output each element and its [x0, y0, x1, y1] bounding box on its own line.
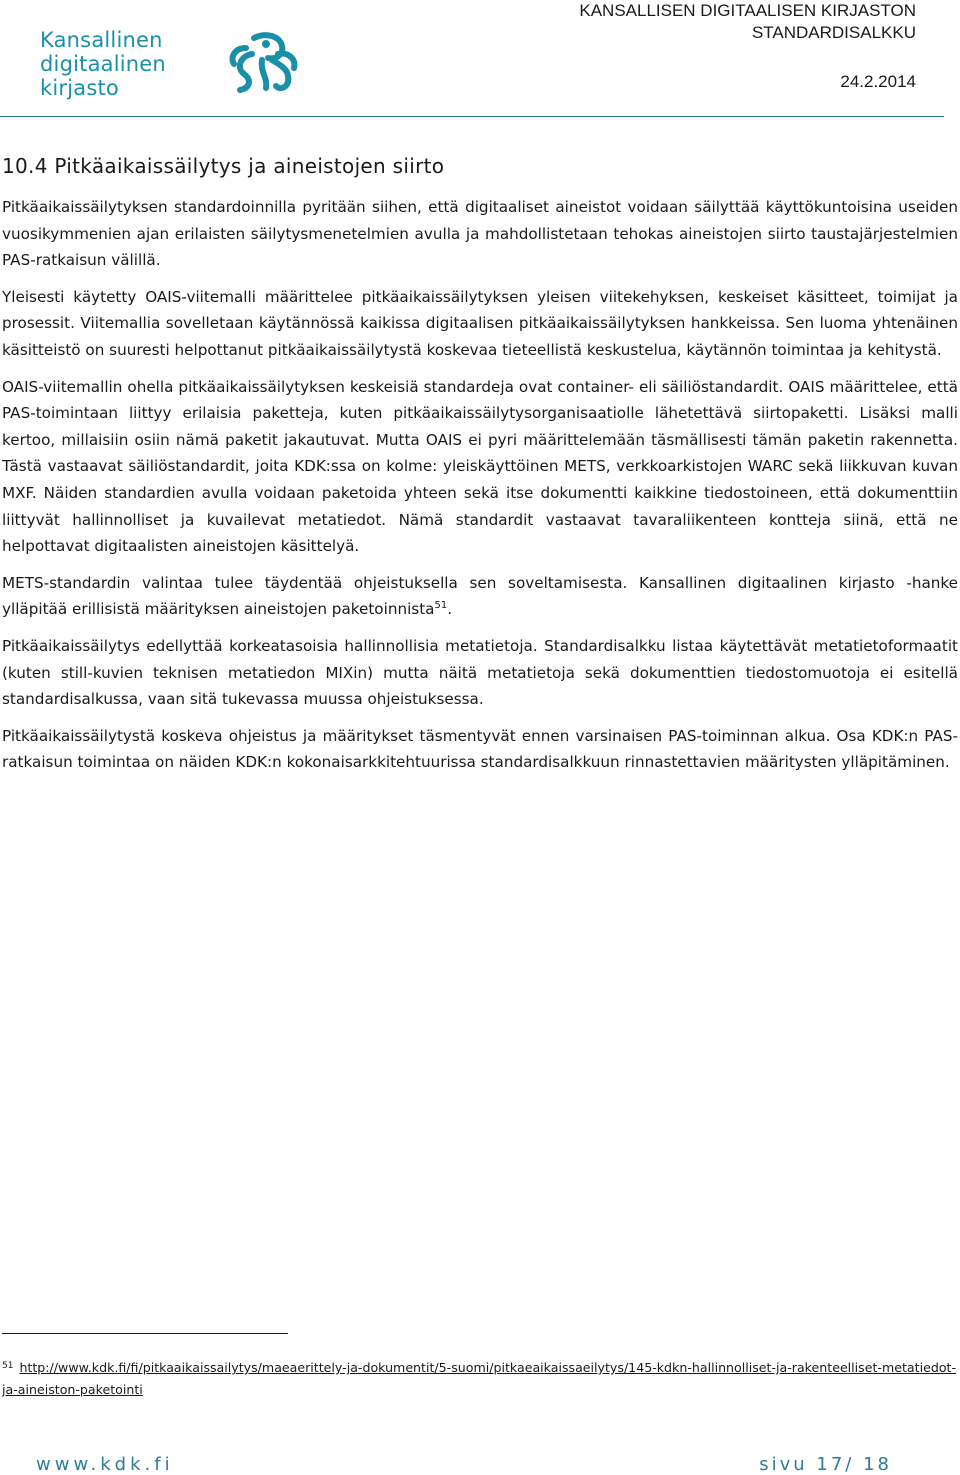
footnote-divider — [2, 1333, 288, 1334]
document-title — [579, 0, 916, 44]
paragraph-4-end: . — [447, 600, 453, 619]
paragraph-3: OAIS-viitemallin ohella pitkäaikaissäilytyksen keskeisiä standardeja ovat container- eli säiliöstandardit. OAIS määrittelee, että PAS-toimintaan liittyy erilaisia paketteja, kuten pitkäaikaissäilytysorganisaatiolle lähetettävä siirtopaketti. Lisäksi malli kertoo, millaisiin osiin nämä paketit jakautuvat. Mutta OAIS ei pyri määrittelemään täsmällisesti tämän paketin rakennetta. Tästä vastaavat säiliöstandardit, joita KDK:ssa on kolme: yleiskäyttöinen METS, verkkoarkistojen WARC sekä liikkuvan kuvan MXF. Näiden standardien avulla voidaan paketoida yhteen sekä itse dokumentti kaikkine tiedostoineen, että dokumenttiin liittyvät hallinnolliset ja kuvailevat metatiedot. Nämä standardit vastaavat tavaraliikenteen kontteja siinä, että ne helpottavat digitaalisten aineistojen käsittelyä. — [2, 377, 958, 556]
octopus-logo-icon — [226, 30, 300, 102]
document-title-line-1: KANSALLISEN DIGITAALISEN KIRJASTON — [579, 1, 916, 20]
document-date: 24.2.2014 — [840, 72, 916, 91]
footer-site: www.kdk.fi — [36, 1454, 174, 1475]
footnote-reference[interactable]: 51 — [434, 600, 448, 612]
footer-page-number: sivu 17/ 18 — [759, 1454, 892, 1475]
footnote-number: 51 — [2, 1361, 14, 1371]
logo-wordmark — [40, 28, 200, 100]
header-divider — [0, 116, 944, 117]
footnote — [2, 1355, 958, 1401]
logo-line-3: kirjasto — [40, 76, 119, 100]
paragraph-4-text: METS-standardin valintaa tulee täydentää ohjeistuksella sen soveltamisesta. Kansallinen digitaalinen kirjasto -hanke ylläpitää erillisistä määrityksen aineistojen paketoinnista — [2, 573, 958, 619]
logo — [40, 28, 300, 110]
footnote-link[interactable]: http://www.kdk.fi/fi/pitkaaikaissailytys/maeaerittely-ja-dokumentit/5-suomi/pitkaeaikaissaeilytys/145-kdkn-hallinnolliset-ja-rakenteelliset-metatiedot-ja-aineiston-paketointi — [2, 1360, 957, 1397]
document-title-line-2: STANDARDISALKKU — [751, 23, 916, 42]
section-heading: 10.4 Pitkäaikaissäilytys ja aineistojen siirto — [2, 154, 445, 178]
paragraph-5: Pitkäaikaissäilytys edellyttää korkeatasoisia hallinnollisia metatietoja. Standardisalkku listaa käytettävät metatietoformaatit (kuten still-kuvien teknisen metatiedon MIXin) mutta näitä metatietoja sekä dokumenttien tiedostomuotoja ei esitellä standardisalkussa, vaan sitä tukevassa muussa ohjeistuksessa. — [2, 636, 958, 709]
paragraph-2: Yleisesti käytetty OAIS-viitemalli määrittelee pitkäaikaissäilytyksen yleisen viitekehyksen, keskeiset käsitteet, toimijat ja prosessit. Viitemallia sovelletaan käytännössä kaikissa digitaalisen pitkäaikaissäilytyksen hankkeissa. Sen luoma yhtenäinen käsitteistö on suuresti helpottanut pitkäaikaissäilytystä koskevaa tieteellistä keskustelua, käytännön toimintaa ja kehitystä. — [2, 287, 958, 359]
section-body — [2, 152, 958, 786]
logo-line-1: Kansallinen — [40, 28, 163, 52]
paragraph-4 — [2, 570, 958, 623]
paragraph-1: Pitkäaikaissäilytyksen standardoinnilla pyritään siihen, että digitaaliset aineistot voidaan säilyttää käyttökuntoisina useiden vuosikymmenien ajan erilaisten säilytysmenetelmien avulla ja mahdollistetaan tehokas aineistojen siirto taustajärjestelmien PAS-ratkaisun välillä. — [2, 198, 958, 270]
logo-line-2: digitaalinen — [40, 52, 166, 76]
paragraph-6: Pitkäaikaissäilytystä koskeva ohjeistus ja määritykset täsmentyvät ennen varsinaisen PAS-toiminnan alkua. Osa KDK:n PAS-ratkaisun toimintaa on näiden KDK:n kokonaisarkkitehtuurissa standardisalkkuun rinnastettavien määritysten ylläpitäminen. — [2, 726, 958, 772]
